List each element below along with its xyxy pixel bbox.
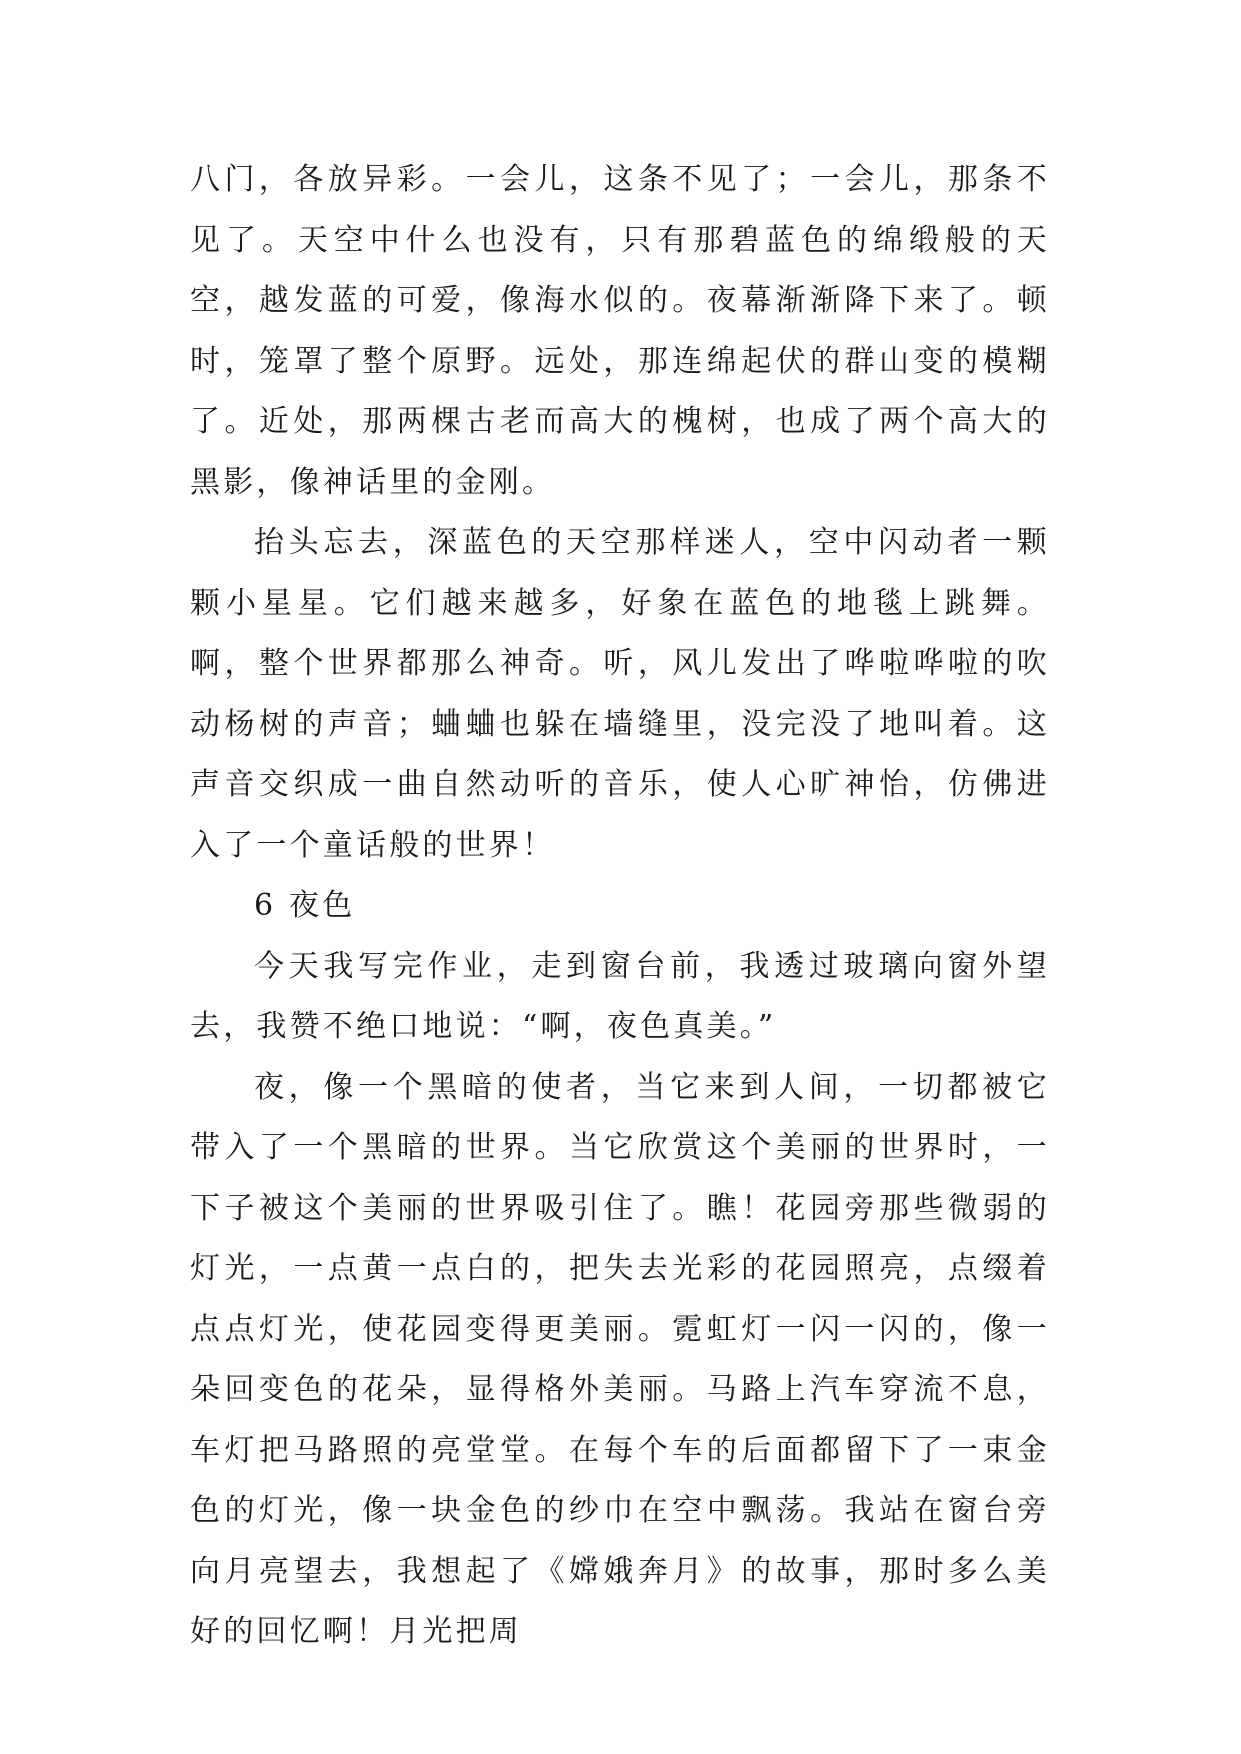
document-page	[190, 150, 1050, 1663]
section-heading: 6 夜色	[254, 888, 356, 923]
paragraph-1: 八门，各放异彩。一会儿，这条不见了；一会儿，那条不见了。天空中什么也没有，只有那碧蓝色的绵缎般的天空，越发蓝的可爱，像海水似的。夜幕渐渐降下来了。顿时，笼罩了整个原野。远处，那连绵起伏的群山变的模糊了。近处，那两棵古老而高大的槐树，也成了两个高大的黑影，像神话里的金刚。	[190, 162, 1050, 500]
paragraph-4: 夜，像一个黑暗的使者，当它来到人间，一切都被它带入了一个黑暗的世界。当它欣赏这个美丽的世界时，一下子被这个美丽的世界吸引住了。瞧！花园旁那些微弱的灯光，一点黄一点白的，把失去光彩的花园照亮，点缀着点点灯光，使花园变得更美丽。霓虹灯一闪一闪的，像一朵回变色的花朵，显得格外美丽。马路上汽车穿流不息，车灯把马路照的亮堂堂。在每个车的后面都留下了一束金色的灯光，像一块金色的纱巾在空中飘荡。我站在窗台旁向月亮望去，我想起了《嫦娥奔月》的故事，那时多么美好的回忆啊！月光把周	[190, 1069, 1050, 1649]
paragraph-2: 抬头忘去，深蓝色的天空那样迷人，空中闪动者一颗颗小星星。它们越来越多，好象在蓝色的地毯上跳舞。啊，整个世界都那么神奇。听，风儿发出了哗啦哗啦的吹动杨树的声音；蛐蛐也躲在墙缝里，没完没了地叫着。这声音交织成一曲自然动听的音乐，使人心旷神怡，仿佛进入了一个童话般的世界！	[190, 525, 1050, 863]
paragraph-3: 今天我写完作业，走到窗台前，我透过玻璃向窗外望去，我赞不绝口地说：“啊，夜色真美。”	[190, 948, 1050, 1044]
